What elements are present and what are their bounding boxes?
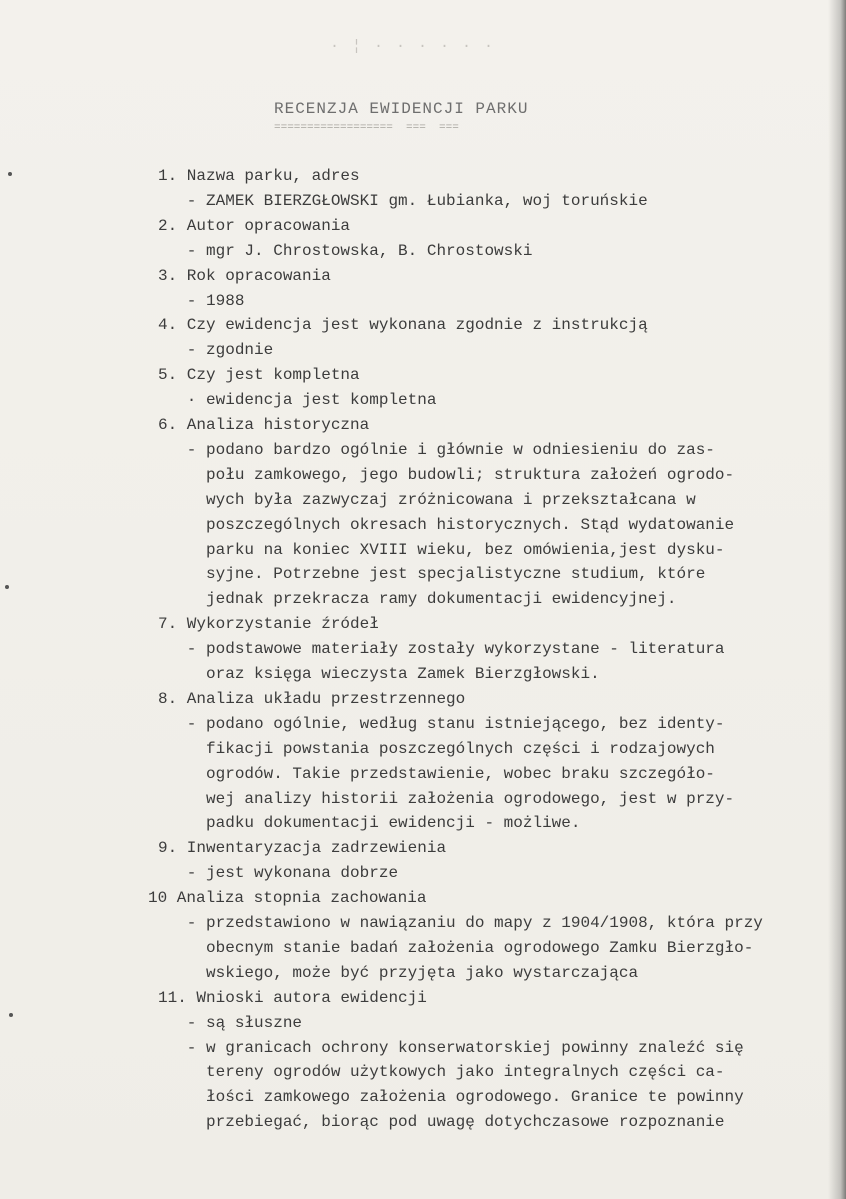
document-line: 11. Wnioski autora ewidencji: [158, 988, 427, 1007]
document-line: 10 Analiza stopnia zachowania: [148, 889, 427, 908]
document-line: - podano bardzo ogólnie i głównie w odniesieniu do zas-: [158, 440, 715, 459]
document-line: 5. Czy jest kompletna: [158, 366, 360, 385]
document-line: ogrodów. Takie przedstawienie, wobec braku szczegóło-: [158, 764, 715, 783]
document-line: 3. Rok opracowania: [158, 266, 331, 285]
document-line: - 1988: [158, 291, 245, 310]
faded-header-text: · ¦ · · · · · ·: [330, 38, 496, 55]
document-line: - podano ogólnie, według stanu istniejącego, bez identy-: [158, 714, 725, 733]
document-line: - przedstawiono w nawiązaniu do mapy z 1904/1908, która przy: [158, 914, 763, 932]
document-line: 1. Nazwa parku, adres: [158, 167, 360, 185]
document-line: przebiegać, biorąc pod uwagę dotychczasowe rozpoznanie: [158, 1113, 725, 1132]
document-line: - zgodnie: [158, 341, 274, 360]
document-line: jednak przekracza ramy dokumentacji ewidencyjnej.: [158, 590, 677, 609]
document-line: parku na koniec XVIII wieku, bez omówienia,jest dysku-: [158, 540, 725, 559]
margin-speck: [5, 585, 9, 589]
document-line: - mgr J. Chrostowska, B. Chrostowski: [158, 241, 533, 260]
document-line: 4. Czy ewidencja jest wykonana zgodnie z instrukcją: [158, 316, 648, 335]
document-line: padku dokumentacji ewidencji - możliwe.: [158, 814, 581, 833]
document-line: poszczególnych okresach historycznych. Stąd wydatowanie: [158, 515, 735, 534]
page-edge-shadow: [828, 0, 846, 1199]
document-line: 6. Analiza historyczna: [158, 416, 370, 434]
document-line: wych była zazwyczaj zróżnicowana i przekształcana w: [158, 490, 696, 509]
document-line: fikacji powstania poszczególnych części i rodzajowych: [158, 739, 715, 758]
document-line: wskiego, może być przyjęta jako wystarczająca: [158, 963, 639, 982]
document-line: - w granicach ochrony konserwatorskiej powinny znaleźć się: [158, 1038, 744, 1057]
document-line: obecnym stanie badań założenia ogrodowego Zamku Bierzgło-: [158, 938, 754, 957]
document-line: 7. Wykorzystanie źródeł: [158, 615, 379, 634]
document-line: 8. Analiza układu przestrzennego: [158, 689, 466, 708]
document-line: - ZAMEK BIERZGŁOWSKI gm. Łubianka, woj toruńskie: [158, 191, 648, 210]
document-line: wej analizy historii założenia ogrodowego, jest w przy-: [158, 789, 735, 808]
document-line: tereny ogrodów użytkowych jako integralnych części ca-: [158, 1063, 725, 1082]
document-line: - jest wykonana dobrze: [158, 864, 399, 883]
document-line: · ewidencja jest kompletna: [158, 391, 437, 410]
document-line: - podstawowe materiały zostały wykorzystane - literatura: [158, 640, 725, 659]
document-line: 2. Autor opracowania: [158, 216, 351, 235]
document-line: syjne. Potrzebne jest specjalistyczne studium, które: [158, 565, 706, 584]
title-underline: ================== === ===: [274, 122, 459, 134]
document-line: oraz księga wieczysta Zamek Bierzgłowski.: [158, 665, 600, 683]
document-line: łości zamkowego założenia ogrodowego. Granice te powinny: [158, 1088, 744, 1107]
document-line: połu zamkowego, jego budowli; struktura założeń ogrodo-: [158, 465, 735, 484]
margin-speck: [8, 172, 12, 176]
document-title: RECENZJA EWIDENCJI PARKU: [274, 100, 529, 118]
document-line: 9. Inwentaryzacja zadrzewienia: [158, 839, 447, 858]
document-line: - są słuszne: [158, 1013, 303, 1032]
margin-speck: [9, 1013, 13, 1017]
